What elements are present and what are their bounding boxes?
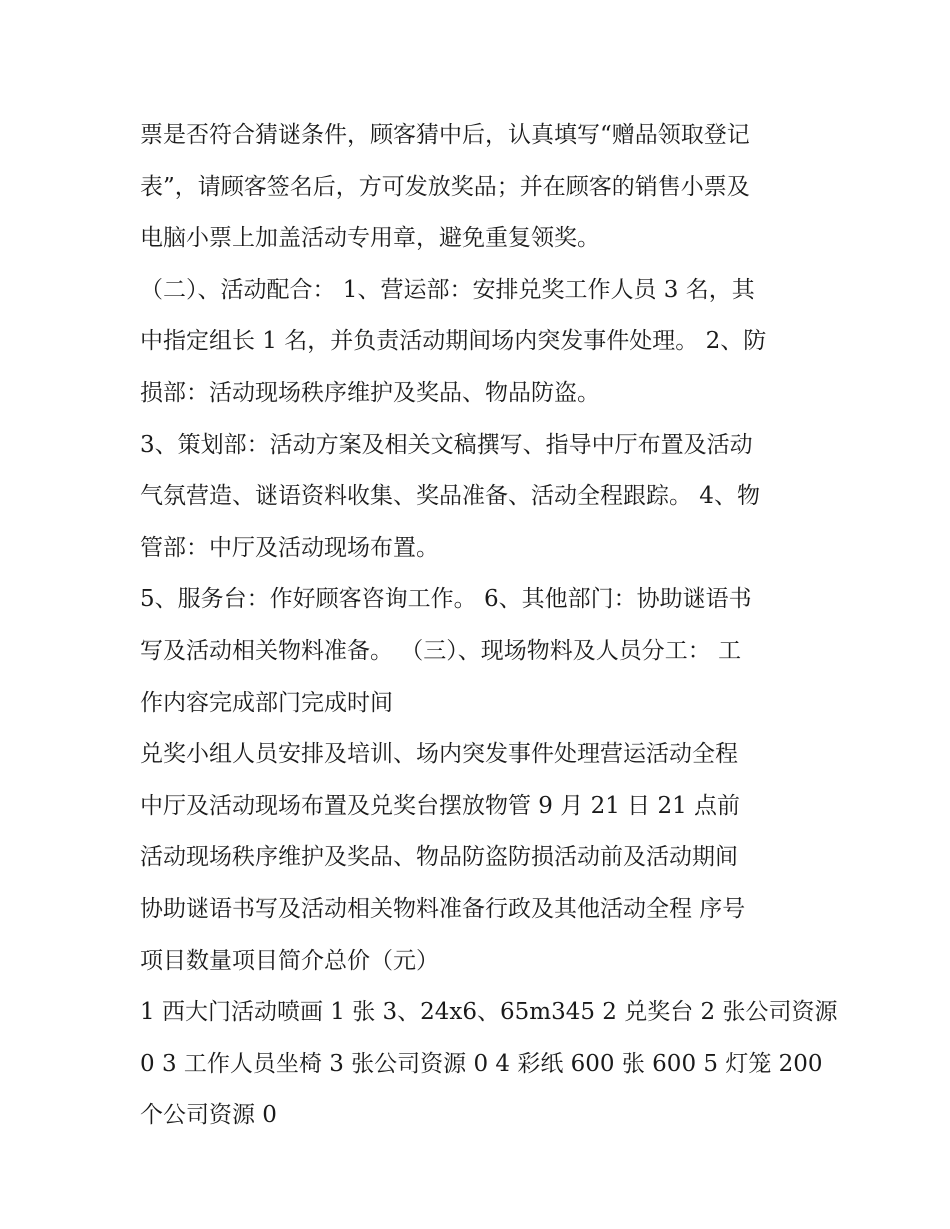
text-line: 电脑小票上加盖活动专用章，避免重复领奖。: [140, 225, 600, 252]
text-line: 作内容完成部门完成时间: [140, 689, 393, 716]
text-line: 中厅及活动现场布置及兑奖台摆放物管 9 月 21 日 21 点前: [140, 792, 741, 819]
text-line: 兑奖小组人员安排及培训、场内突发事件处理营运活动全程: [140, 741, 738, 768]
text-line: 管部：中厅及活动现场布置。: [140, 534, 439, 561]
text-line: （二）、活动配合： 1、营运部：安排兑奖工作人员 3 名，其: [140, 276, 755, 303]
text-line: 中指定组长 1 名，并负责活动期间场内突发事件处理。 2、防: [140, 328, 767, 355]
text-line: 个公司资源 0: [140, 1102, 277, 1129]
text-line: 写及活动相关物料准备。 （三）、现场物料及人员分工： 工: [140, 637, 742, 664]
text-line: 5、服务台：作好顾客咨询工作。 6、其他部门：协助谜语书: [140, 586, 752, 613]
text-line: 表”，请顾客签名后，方可发放奖品；并在顾客的销售小票及: [140, 173, 750, 200]
text-line: 0 3 工作人员坐椅 3 张公司资源 0 4 彩纸 600 张 600 5 灯笼 200: [140, 1050, 823, 1077]
text-line: 协助谜语书写及活动相关物料准备行政及其他活动全程 序号: [140, 895, 746, 922]
document-body: [140, 110, 838, 1142]
text-line: 活动现场秩序维护及奖品、物品防盗防损活动前及活动期间: [140, 844, 738, 871]
text-line: 损部：活动现场秩序维护及奖品、物品防盗。: [140, 379, 600, 406]
text-line: 项目数量项目简介总价（元）: [140, 947, 439, 974]
text-line: 气氛营造、谜语资料收集、奖品准备、活动全程跟踪。 4、物: [140, 483, 760, 510]
text-line: 票是否符合猜谜条件，顾客猜中后，认真填写“赠品领取登记: [140, 122, 750, 148]
text-line: 3、策划部：活动方案及相关文稿撰写、指导中厅布置及活动: [140, 431, 753, 458]
text-line: 1 西大门活动喷画 1 张 3、24x6、65m345 2 兑奖台 2 张公司资源: [140, 999, 838, 1026]
